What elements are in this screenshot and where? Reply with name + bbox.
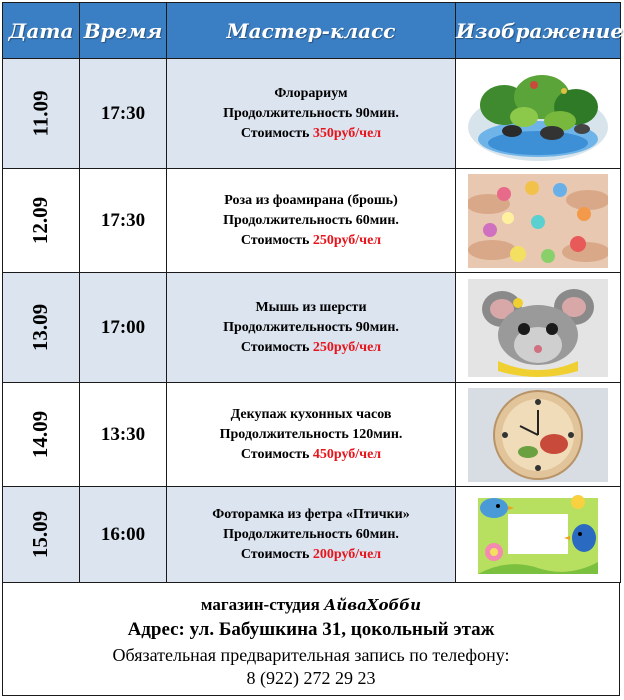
table-row (3, 487, 621, 583)
shop-brand: АйваХобби (324, 596, 422, 614)
table-row (3, 59, 621, 169)
price-label: Стоимость (240, 446, 313, 462)
decoupage-clock-image (468, 388, 608, 482)
table-row (3, 383, 621, 487)
shop-line (3, 595, 619, 615)
image-cell (456, 383, 621, 487)
booking-note: Обязательная предварительная запись по телефону: (112, 645, 510, 665)
price-value: 200руб/чел (312, 546, 382, 562)
class-duration: Продолжительность 60мин. (223, 526, 399, 542)
date-text: 11.09 (28, 90, 53, 137)
time-cell: 13:30 (80, 383, 167, 487)
class-cell (167, 487, 456, 583)
price-label: Стоимость (240, 232, 313, 248)
time-cell: 16:00 (80, 487, 167, 583)
class-cell (167, 169, 456, 273)
image-cell (456, 273, 621, 383)
felted-mouse-image (468, 279, 608, 377)
image-cell (456, 59, 621, 169)
felt-bird-photo-frame-image (468, 492, 608, 578)
schedule-table (2, 2, 624, 583)
date-text: 13.09 (28, 303, 53, 352)
class-cell (167, 273, 456, 383)
class-title: Мышь из шерсти (255, 299, 367, 315)
class-duration: Продолжительность 60мин. (223, 212, 399, 228)
florarium-terrarium-image (464, 65, 612, 163)
class-title: Флорариум (274, 85, 348, 101)
class-duration: Продолжительность 90мин. (223, 319, 399, 335)
price-label: Стоимость (240, 125, 313, 141)
date-cell (3, 383, 80, 487)
date-cell (3, 273, 80, 383)
price-label: Стоимость (240, 339, 313, 355)
date-cell (3, 487, 80, 583)
date-text: 14.09 (28, 410, 53, 459)
phone-number: 8 (922) 272 29 23 (246, 668, 376, 688)
table-row (3, 169, 621, 273)
class-title: Фоторамка из фетра «Птички» (212, 506, 410, 522)
class-duration: Продолжительность 90мин. (223, 105, 399, 121)
class-cell (167, 383, 456, 487)
price-label: Стоимость (240, 546, 313, 562)
image-cell (456, 169, 621, 273)
date-text: 12.09 (28, 196, 53, 245)
class-price-line (167, 445, 455, 465)
time-cell: 17:30 (80, 59, 167, 169)
class-price-line (167, 545, 455, 565)
header-class: Мастер-класс (167, 3, 456, 59)
class-price-line (167, 124, 455, 144)
address: Адрес: ул. Бабушкина 31, цокольный этаж (127, 619, 495, 640)
date-cell (3, 169, 80, 273)
price-value: 350руб/чел (312, 125, 382, 141)
date-text: 15.09 (28, 510, 53, 559)
class-duration: Продолжительность 120мин. (219, 426, 403, 442)
class-title: Декупаж кухонных часов (230, 406, 392, 422)
foamiran-rose-brooches-image (468, 174, 608, 268)
class-price-line (167, 231, 455, 251)
time-cell: 17:30 (80, 169, 167, 273)
shop-prefix: магазин-студия (200, 595, 325, 614)
time-cell: 17:00 (80, 273, 167, 383)
header-image: Изображение (456, 3, 621, 59)
class-price-line (167, 338, 455, 358)
image-cell (456, 487, 621, 583)
header-date: Дата (3, 3, 80, 59)
price-value: 250руб/чел (312, 339, 382, 355)
table-row (3, 273, 621, 383)
class-title: Роза из фоамирана (брошь) (224, 192, 398, 208)
header-row (3, 3, 621, 59)
date-cell (3, 59, 80, 169)
price-value: 250руб/чел (312, 232, 382, 248)
price-value: 450руб/чел (312, 446, 382, 462)
footer-info (2, 583, 620, 696)
header-time: Время (80, 3, 167, 59)
class-cell (167, 59, 456, 169)
